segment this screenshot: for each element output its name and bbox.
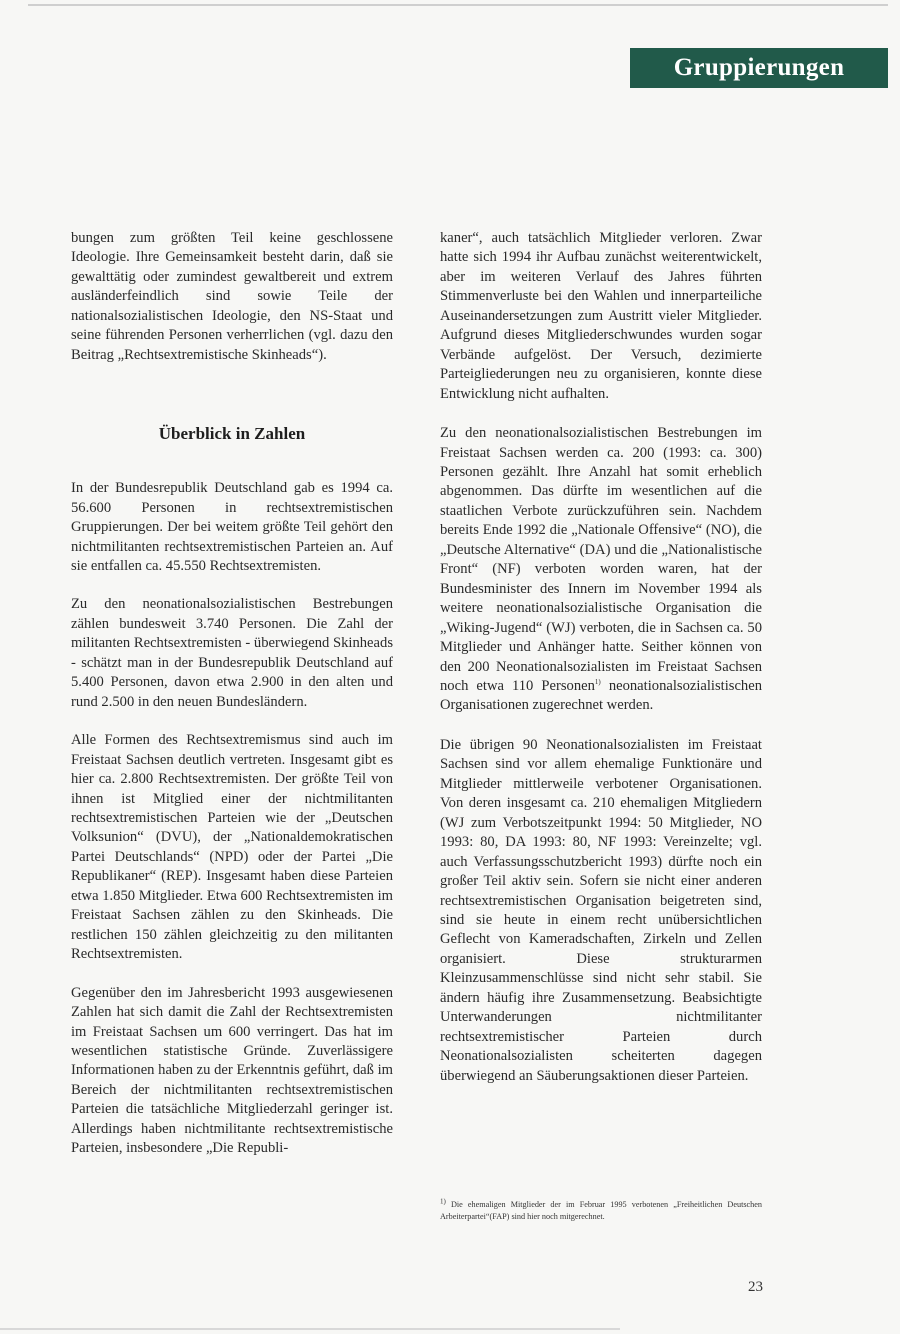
paragraph [440, 424, 762, 716]
footnote-marker: 1) [440, 1197, 446, 1206]
paragraph: bungen zum größten Teil keine geschlossene Ideologie. Ihre Gemeinsamkeit besteht darin, daß sie gewalttätig oder zumindest gewaltbereit und extrem ausländerfeindlich sind sowie Teile der nationalsozialistischen Ideologie, den NS-Staat und seine führenden Personen verherrlichen (vgl. dazu den Beitrag „Rechtsextremistische Skinheads“). [71, 230, 393, 363]
footnote [440, 1199, 762, 1223]
footnote-text: Die ehemaligen Mitglieder der im Februar 1995 verbotenen „Freiheitlichen Deutschen Arbeiterpartei“(FAP) sind hier noch mitgerechnet. [440, 1200, 762, 1221]
paragraph: kaner“, auch tatsächlich Mitglieder verloren. Zwar hatte sich 1994 ihr Aufbau zunächst weiterentwickelt, aber im weiteren Verlauf des Jahres führten Stimmenverluste bei den Wahlen und innerparteiliche Auseinandersetzungen zum Austritt vieler Mitglieder. Aufgrund dieses Mitgliederschwundes wurden sogar Verbände aufgelöst. Der Versuch, dezimierte Parteigliederungen neu zu organisieren, konnte diese Entwicklung nicht aufhalten. [440, 230, 762, 402]
paragraph-text: neonationalsozialistischen Organisationen zugerechnet werden. [440, 677, 763, 714]
paragraph: In der Bundesrepublik Deutschland gab es 1994 ca. 56.600 Personen in rechtsextremistischen Gruppierungen. Der bei weitem größte Teil gehört den nichtmilitanten rechtsextremistischen Parteien an. Auf sie entfallen ca. 45.550 Rechtsextremisten. [71, 480, 393, 574]
page-number: 23 [748, 1279, 763, 1295]
section-heading: Überblick in Zahlen [158, 424, 306, 444]
section-title-banner [630, 48, 888, 88]
paragraph: Zu den neonationalsozialistischen Bestrebungen zählen bundesweit 3.740 Personen. Die Zahl der militanten Rechtsextremisten - überwiegend Skinheads - schätzt man in der Bundesrepublik Deutschland auf 5.400 Personen, davon etwa 2.900 in den alten und rund 2.500 in den neuen Bundesländern. [71, 596, 393, 710]
paragraph: Alle Formen des Rechtsextremismus sind auch im Freistaat Sachsen deutlich vertreten. Insgesamt gibt es hier ca. 2.800 Rechtsextremisten. Der größte Teil von ihnen ist Mitglied einer der nichtmilitanten rechtsextremistischen Parteien wie der „Deutschen Volksunion“ (DVU), der „Nationaldemokratischen Partei Deutschlands“ (NPD) oder der Partei „Die Republikaner“ (REP). Insgesamt haben diese Parteien etwa 1.850 Mitglieder. Etwa 600 Rechtsextremisten im Freistaat Sachsen zählen zu den Skinheads. Die restlichen 150 zählen gleichzeitig zu den militanten Rechtsextremisten. [71, 732, 393, 963]
bottom-rule [0, 1328, 620, 1330]
footnote-reference: 1) [594, 678, 601, 687]
right-column [440, 229, 762, 1086]
left-column [71, 229, 393, 1159]
paragraph: Gegenüber den im Jahresbericht 1993 ausgewiesenen Zahlen hat sich damit die Zahl der Rechtsextremisten im Freistaat Sachsen um 600 verringert. Das hat im wesentlichen statistische Gründe. Zuverlässigere Informationen haben zu der Erkenntnis geführt, daß im Bereich der nichtmilitanten rechtsextremistischen Parteien die tatsächliche Mitgliederzahl geringer ist. Allerdings haben nichtmilitante rechtsextremistische Parteien, insbesondere „Die Republi- [71, 984, 393, 1157]
paragraph-text: Zu den neonationalsozialistischen Bestrebungen im Freistaat Sachsen werden ca. 200 (1993: ca. 300) Personen gezählt. Ihre Anzahl hat somit erheblich abgenommen. Das dürfte im wesentlichen auf die staatlichen Verbote zurückzuführen sein. Nachdem bereits Ende 1992 die „Nationale Offensive“ (NO), die „Deutsche Alternative“ (DA) und die „Nationalistische Front“ (NF) verboten worden waren, hat der Bundesminister des Innern im November 1994 als weitere neonationalsozialistische Organisation die „Wiking-Jugend“ (WJ) verboten, die in Sachsen ca. 50 Mitglieder und Anhänger hatte. Seither können von den 200 Neonationalsozialisten im Freistaat Sachsen noch etwa 110 Personen [440, 425, 762, 694]
top-rule [28, 4, 888, 6]
section-title: Gruppierungen [673, 54, 845, 81]
paragraph: Die übrigen 90 Neonationalsozialisten im Freistaat Sachsen sind vor allem ehemalige Funktionäre und Mitglieder mittlerweile verbotener Organisationen. Von deren insgesamt ca. 210 ehemaligen Mitgliedern (WJ zum Verbotszeitpunkt 1994: 50 Mitglieder, NO 1993: 80, DA 1993: 80, NF 1993: Vereinzelte; vgl. auch Verfassungsschutzbericht 1993) dürfte noch ein großer Teil aktiv sein. Sofern sie nicht einer anderen rechtsextremistischen Organisation beigetreten sind, sind sie heute in einem recht unübersichtlichen Geflecht von Kameradschaften, Zirkeln und Zellen organisiert. Diese strukturarmen Kleinzusammenschlüsse sind nicht sehr stabil. Sie ändern häufig ihre Zusammensetzung. Beabsichtigte Unterwanderungen nichtmilitanter rechtsextremistischer Parteien durch Neonationalsozialisten scheiterten dagegen überwiegend an Säuberungsaktionen dieser Parteien. [440, 736, 762, 1084]
